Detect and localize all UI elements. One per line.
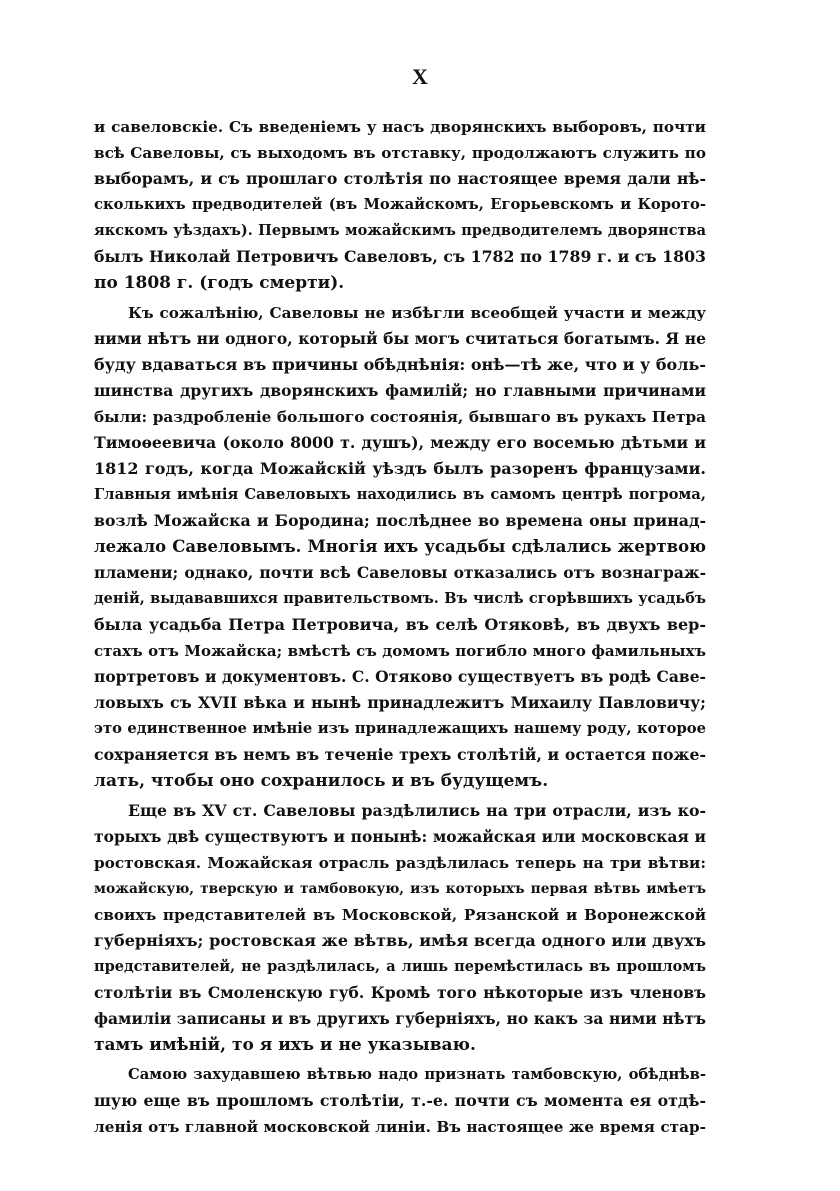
text-line: всѣ Савеловы, съ выходомъ въ отставку, продолжаютъ служить по (94, 144, 706, 162)
text-line: стахъ отъ Можайска; вмѣстѣ съ домомъ погибло много фамильныхъ (94, 642, 706, 660)
text-line: была усадьба Петра Петровича, въ селѣ Отяковѣ, въ двухъ вер- (94, 615, 706, 634)
paragraph-1 (94, 114, 706, 296)
text-line: представителей, не раздѣлилась, а лишь перемѣстилась въ прошломъ (94, 958, 706, 975)
text-line: ловыхъ съ XVII вѣка и нынѣ принадлежитъ Михаилу Павловичу; (94, 693, 706, 712)
text-line: 1812 годъ, когда Можайскій уѣздъ былъ разоренъ французами. (94, 459, 706, 478)
text-line: по 1808 г. (годъ смерти). (94, 273, 345, 293)
paragraph-4 (94, 1062, 706, 1140)
text-line: торыхъ двѣ существуютъ и понынѣ: можайская или московская и (94, 827, 706, 846)
text-line: Тимоѳеевича (около 8000 т. душъ), между его восемью дѣтьми и (94, 433, 706, 452)
text-line: Еще въ XV ст. Савеловы раздѣлились на три отрасли, изъ ко- (128, 801, 706, 820)
text-line: выборамъ, и съ прошлаго столѣтія по настоящее время дали нѣ- (94, 169, 706, 188)
text-line: деній, выдававшихся правительствомъ. Въ числѣ сгорѣвшихъ усадьбъ (94, 590, 706, 607)
text-line: шую еще въ прошломъ столѣтіи, т.-е. почти съ момента ея отдѣ- (94, 1091, 706, 1110)
paragraph-2 (94, 300, 706, 794)
text-line: портретовъ и документовъ. С. Отяково существуетъ въ родѣ Саве- (94, 667, 706, 686)
text-line: можайскую, тверскую и тамбовокую, изъ которыхъ первая вѣтвь имѣетъ (94, 881, 706, 897)
text-line: якскомъ уѣздахъ). Первымъ можайскимъ предводителемъ дворянства (94, 222, 706, 239)
text-line: былъ Николай Петровичъ Савеловъ, съ 1782 по 1789 г. и съ 1803 (94, 247, 706, 266)
text-line: пламени; однако, почти всѣ Савеловы отказались отъ вознаграж- (94, 563, 706, 582)
text-line: лежало Савеловымъ. Многія ихъ усадьбы сдѣлались жертвою (94, 537, 706, 556)
text-line: возлѣ Можайска и Бородина; послѣднее во времена оны принад- (94, 511, 706, 530)
text-line: были: раздробленіе большого состоянія, бывшаго въ рукахъ Петра (94, 408, 706, 426)
text-line: это единственное имѣніе изъ принадлежащихъ нашему роду, которое (94, 720, 706, 737)
text-line: буду вдаваться въ причины обѣднѣнія: онѣ—тѣ же, что и у боль- (94, 355, 706, 374)
text-line: Къ сожалѣнію, Савеловы не избѣгли всеобщей участи и между (128, 304, 706, 322)
text-line: и савеловскіе. Съ введеніемъ у насъ дворянскихъ выборовъ, почти (94, 118, 706, 136)
text-line: шинства другихъ дворянскихъ фамилій; но главными причинами (94, 381, 706, 400)
body-text (94, 114, 706, 1140)
text-line: ними нѣтъ ни одного, который бы могъ считаться богатымъ. Я не (94, 329, 706, 348)
text-line: ростовская. Можайская отрасль раздѣлилась теперь на три вѣтви: (94, 854, 706, 872)
text-line: тамъ имѣній, то я ихъ и не указываю. (94, 1035, 476, 1055)
text-line: Главныя имѣнія Савеловыхъ находились въ самомъ центрѣ погрома, (94, 486, 706, 503)
text-line: Самою захудавшею вѣтвью надо признать тамбовскую, обѣднѣв- (128, 1066, 706, 1083)
text-line: сохраняется въ немъ въ теченіе трехъ столѣтій, и остается поже- (94, 745, 706, 764)
paragraph-3 (94, 798, 706, 1058)
text-line: губерніяхъ; ростовская же вѣтвь, имѣя всегда одного или двухъ (94, 931, 706, 950)
text-line: сколькихъ предводителей (въ Можайскомъ, Егорьевскомъ и Корото- (94, 196, 706, 213)
text-line: своихъ представителей въ Московской, Рязанской и Воронежской (94, 906, 706, 924)
text-line: лать, чтобы оно сохранилось и въ будущемъ. (94, 771, 549, 791)
text-line: ленія отъ главной московской линіи. Въ настоящее же время стар- (94, 1118, 706, 1136)
text-line: столѣтіи въ Смоленскую губ. Кромѣ того нѣкоторые изъ членовъ (94, 983, 706, 1002)
page-number: X (412, 64, 428, 89)
text-line: фамиліи записаны и въ другихъ губерніяхъ, но какъ за ними нѣтъ (94, 1009, 706, 1028)
